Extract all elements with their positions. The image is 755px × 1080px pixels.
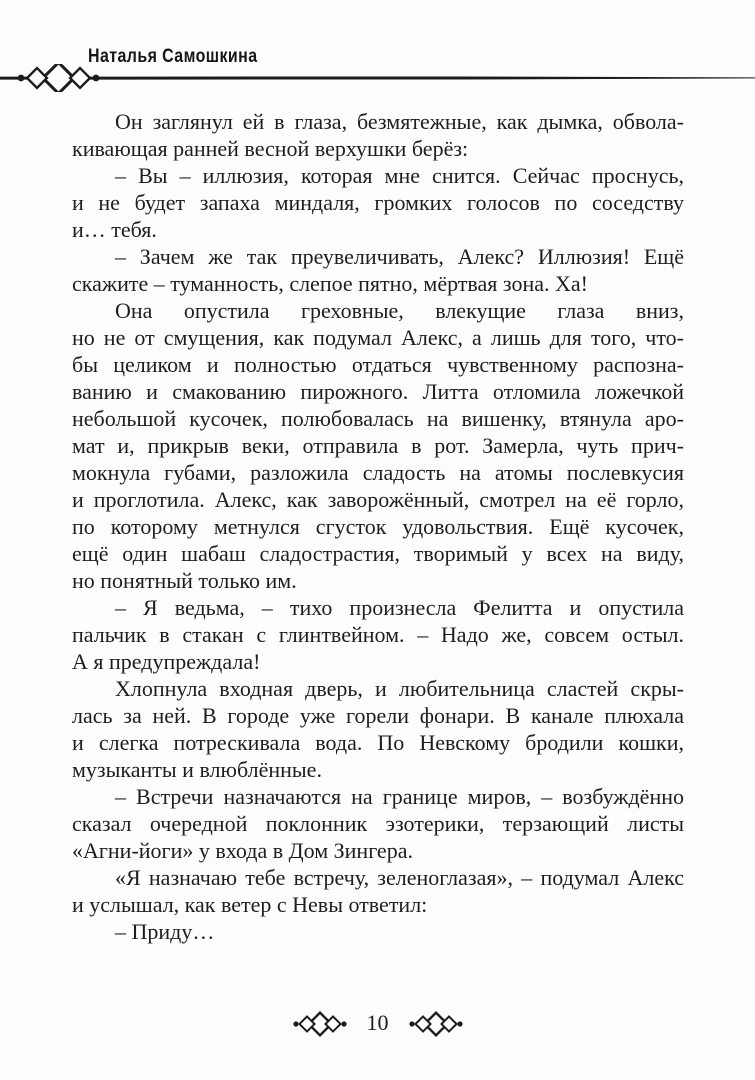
header-rule-diamond-ornament-icon (0, 64, 755, 92)
footer-ornament-right-icon (407, 1011, 465, 1037)
text-line: небольшой кусочек, полюбовалась на вишенку, втянула аро- (72, 406, 684, 431)
text-line: и проглотила. Алекс, как заворожённый, смотрел на её горло, (72, 487, 684, 512)
text-line: и не будет запаха миндаля, громких голосов по соседству (72, 190, 684, 215)
text-line: музыканты и влюблённые. (72, 757, 322, 782)
text-line: пальчик в стакан с глинтвейном. – Надо же, совсем остыл. (72, 622, 684, 647)
text-line: Он заглянул ей в глаза, безмятежные, как дымка, обвола- (115, 109, 684, 134)
text-line: – Приду… (115, 919, 215, 944)
text-line: кивающая ранней весной верхушки берёз: (72, 136, 469, 161)
page-footer (0, 1004, 755, 1044)
text-line: мокнула губами, разложила сладость на атомы послевкусия (72, 460, 684, 485)
text-line: и… тебя. (72, 217, 157, 242)
text-line: «Я назначаю тебе встречу, зеленоглазая», – подумал Алекс (115, 865, 684, 890)
text-line: но понятный только им. (72, 568, 297, 593)
text-line: Она опустила греховные, влекущие глаза вниз, (115, 298, 684, 323)
text-line: – Я ведьма, – тихо произнесла Фелитта и опустила (115, 595, 684, 620)
text-line: «Агни-йоги» у входа в Дом Зингера. (72, 838, 413, 863)
running-head-author: Наталья Самошкина (88, 46, 258, 67)
text-line: но не от смущения, как подумал Алекс, а лишь для того, что- (72, 325, 684, 350)
text-line: по которому метнулся сгусток удовольствия. Ещё кусочек, (72, 514, 684, 539)
text-line: и слегка потрескивала вода. По Невскому бродили кошки, (72, 730, 684, 755)
text-line: мат и, прикрыв веки, отправила в рот. Замерла, чуть прич- (72, 433, 684, 458)
text-line: и услышал, как ветер с Невы ответил: (72, 892, 428, 917)
text-line: бы целиком и полностью отдаться чувственному распозна- (72, 352, 684, 377)
body-text (72, 108, 684, 945)
text-line: ванию и смакованию пирожного. Литта отломила ложечкой (72, 379, 684, 404)
text-line: А я предупреждала! (72, 649, 261, 674)
text-line: – Вы – иллюзия, которая мне снится. Сейчас проснусь, (115, 163, 684, 188)
text-line: Хлопнула входная дверь, и любительница сластей скры- (115, 676, 684, 701)
text-line: лась за ней. В городе уже горели фонари. В канале плюхала (72, 703, 684, 728)
text-line: сказал очередной поклонник эзотерики, терзающий листы (72, 811, 684, 836)
text-line: – Встречи назначаются на границе миров, – возбуждённо (115, 784, 684, 809)
page-number: 10 (366, 1010, 389, 1035)
text-line: ещё один шабаш сладострастия, творимый у всех на виду, (72, 541, 684, 566)
text-line: скажите – туманность, слепое пятно, мёртвая зона. Ха! (72, 271, 588, 296)
text-line: – Зачем же так преувеличивать, Алекс? Иллюзия! Ещё (115, 244, 684, 269)
footer-ornament-left-icon (291, 1011, 349, 1037)
